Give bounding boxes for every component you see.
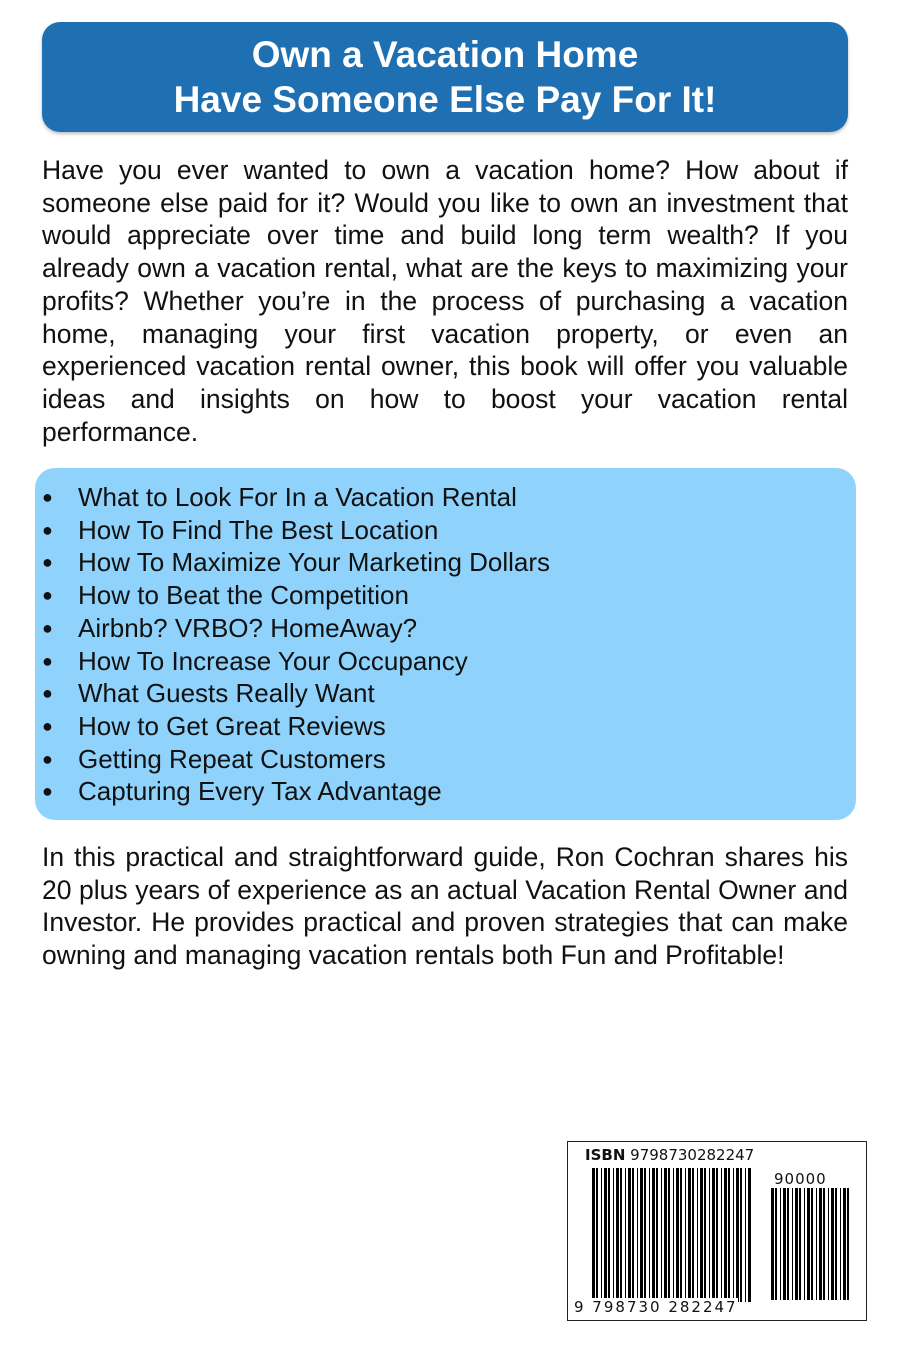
feature-item-label: Getting Repeat Customers	[78, 743, 386, 774]
feature-item-label: Airbnb? VRBO? HomeAway?	[78, 612, 418, 643]
isbn-text	[585, 1146, 754, 1164]
addon-barcode-bars	[771, 1188, 851, 1300]
feature-item-label: What to Look For In a Vacation Rental	[78, 482, 517, 512]
feature-item	[35, 481, 550, 514]
feature-item	[35, 775, 550, 808]
feature-item-label: Capturing Every Tax Advantage	[78, 776, 442, 807]
bullet-icon: ●	[42, 748, 53, 769]
feature-item-label: How to Get Great Reviews	[78, 710, 386, 741]
feature-item	[35, 677, 550, 710]
bullet-icon: ●	[42, 617, 53, 638]
feature-item	[35, 514, 550, 547]
feature-item	[35, 612, 550, 645]
feature-item-label: How To Increase Your Occupancy	[78, 645, 468, 676]
isbn-barcode	[567, 1141, 867, 1321]
bullet-icon: ●	[42, 487, 53, 507]
feature-item	[35, 546, 550, 579]
bullet-icon: ●	[42, 552, 53, 573]
header-title-line-1: Own a Vacation Home	[251, 34, 639, 75]
bullet-icon: ●	[42, 650, 53, 671]
bullet-icon: ●	[42, 781, 53, 802]
feature-item	[35, 743, 550, 776]
feature-item	[35, 710, 550, 743]
feature-item	[35, 645, 550, 678]
barcode-digits: 9 798730 282247	[574, 1298, 738, 1316]
isbn-number: 9798730282247	[630, 1146, 755, 1164]
bullet-icon: ●	[42, 519, 53, 540]
header-title-line-2: Have Someone Else Pay For It!	[173, 79, 717, 120]
price-code: 90000	[774, 1170, 827, 1188]
intro-paragraph: Have you ever wanted to own a vacation home? How about if someone else paid for it? Would you like to own an investment that would appreciate over time and build long term wealth? If you already own a vacation rental, what are the keys to maximizing your profits? Whether you’re in the process of purchasing a vacation home, managing your first vacation property, or even an experienced vacation rental owner, this book will offer you valuable ideas and insights on how to boost your vacation rental performance.	[42, 155, 848, 447]
features-box	[35, 468, 856, 820]
feature-item	[35, 579, 550, 612]
features-list	[35, 481, 550, 808]
bullet-icon: ●	[42, 715, 53, 736]
feature-item-label: How To Maximize Your Marketing Dollars	[78, 547, 551, 578]
feature-item-label: How to Beat the Competition	[78, 580, 409, 611]
isbn-label: ISBN	[585, 1146, 626, 1164]
bullet-icon: ●	[42, 585, 53, 606]
header-banner	[42, 22, 848, 132]
feature-item-label: What Guests Really Want	[78, 678, 375, 709]
feature-item-label: How To Find The Best Location	[78, 514, 439, 545]
barcode-bars	[592, 1168, 752, 1302]
bullet-icon: ●	[42, 683, 53, 704]
closing-paragraph: In this practical and straightforward guide, Ron Cochran shares his 20 plus years of experience as an actual Vacation Rental Owner and Investor. He provides practical and proven strategies that can make owning and managing vacation rentals both Fun and Profitable!	[42, 842, 848, 971]
